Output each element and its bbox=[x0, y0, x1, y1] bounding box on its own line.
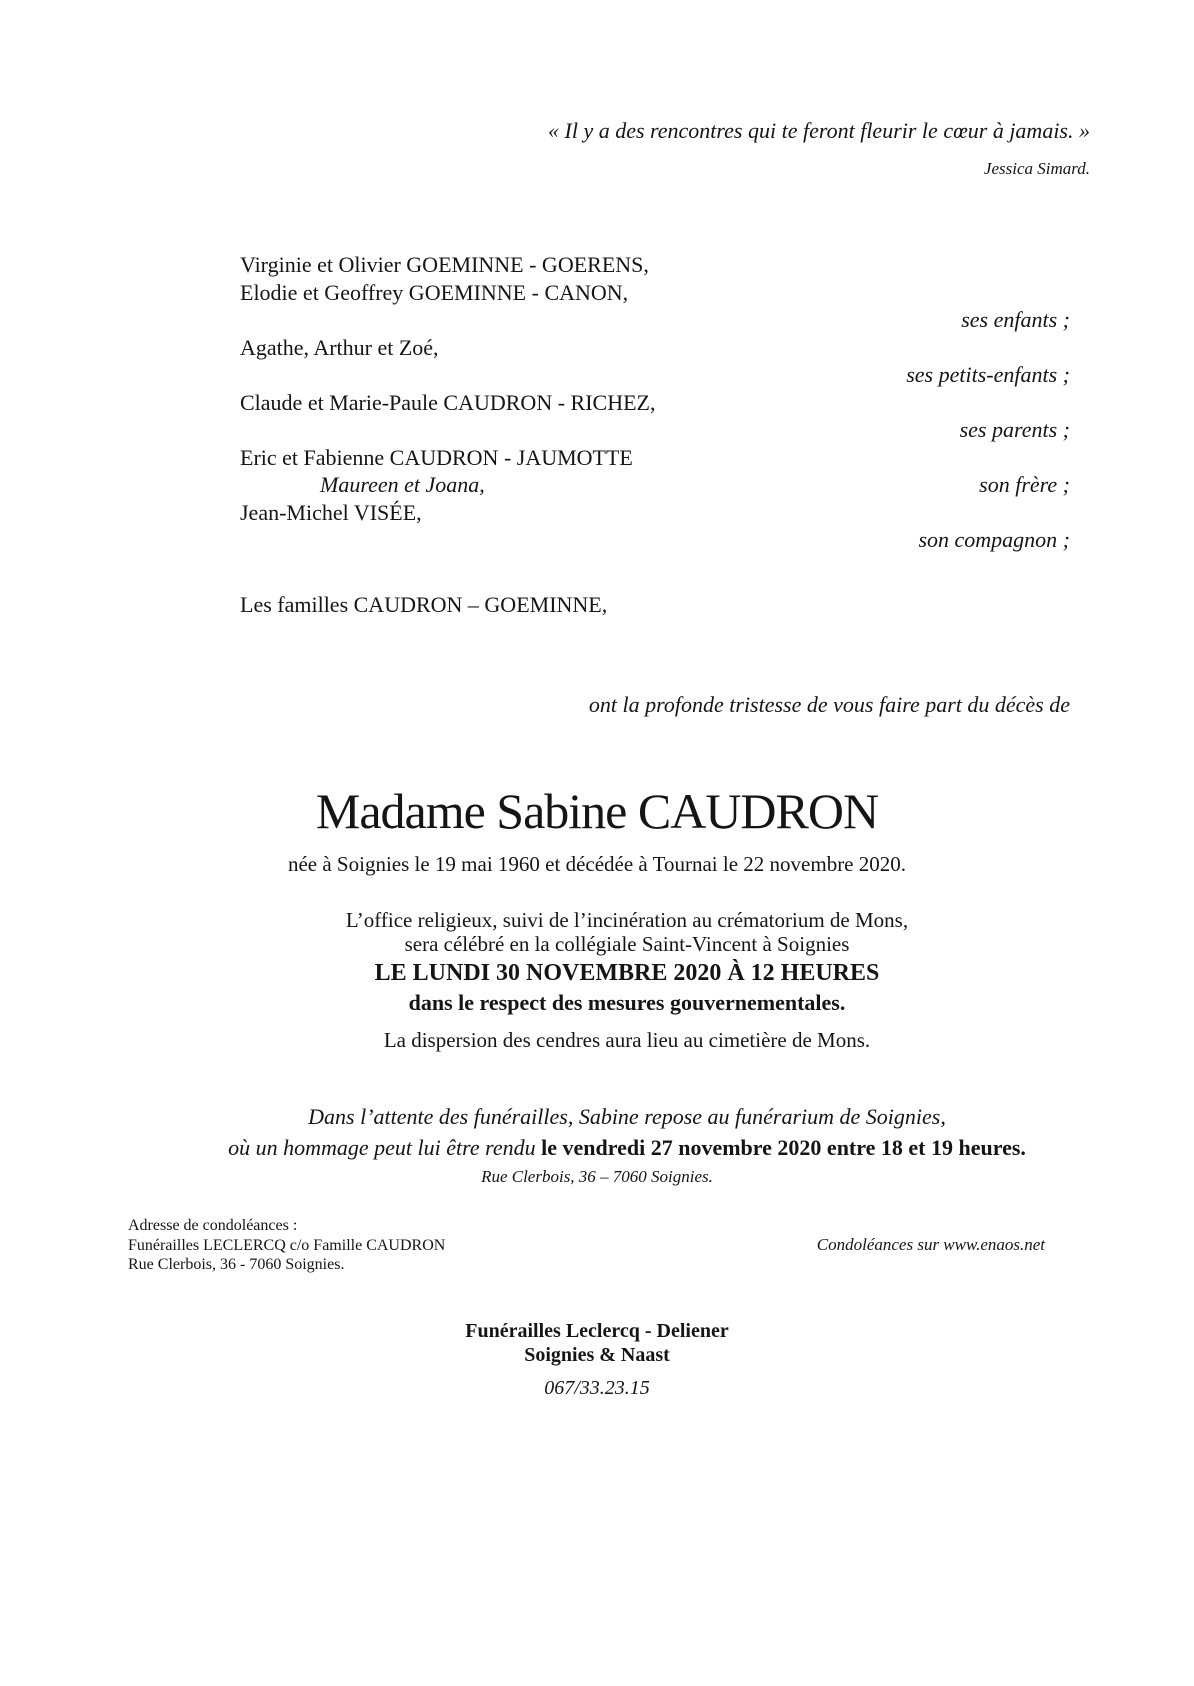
ceremony-measures-line: dans le respect des mesures gouvernementales. bbox=[408, 990, 846, 1015]
family-role-line: son compagnon ; bbox=[918, 527, 1070, 552]
visitation-line-2-bold: le vendredi 27 novembre 2020 entre 18 et 19 heures. bbox=[541, 1135, 1026, 1160]
quote-text: « Il y a des rencontres qui te feront fleurir le cœur à jamais. » bbox=[548, 118, 1090, 143]
funeral-home-phone: 067/33.23.15 bbox=[544, 1377, 650, 1399]
family-name-line: Elodie et Geoffrey GOEMINNE - CANON, bbox=[240, 279, 629, 305]
quote-block bbox=[548, 118, 1090, 179]
visitation-address: Rue Clerbois, 36 – 7060 Soignies. bbox=[481, 1167, 713, 1186]
announcement-intro: ont la profonde tristesse de vous faire part du décès de bbox=[588, 692, 1070, 717]
ceremony-date-line: LE LUNDI 30 NOVEMBRE 2020 À 12 HEURES bbox=[374, 960, 880, 986]
birth-death-line: née à Soignies le 19 mai 1960 et décédée à Tournai le 22 novembre 2020. bbox=[287, 852, 907, 876]
ashes-dispersion-line: La dispersion des cendres aura lieu au cimetière de Mons. bbox=[383, 1028, 871, 1052]
family-role-line: ses enfants ; bbox=[961, 307, 1070, 332]
family-name-line: Virginie et Olivier GOEMINNE - GOERENS, bbox=[240, 252, 649, 277]
family-name-role-line bbox=[240, 471, 1070, 499]
family-name-line: Eric et Fabienne CAUDRON - JAUMOTTE bbox=[240, 444, 633, 470]
family-role-line: ses parents ; bbox=[959, 417, 1070, 442]
family-role-line: ses petits-enfants ; bbox=[906, 362, 1070, 387]
condolences-address-block bbox=[128, 1216, 445, 1275]
family-name-line: Agathe, Arthur et Zoé, bbox=[240, 334, 439, 360]
condolences-online: Condoléances sur www.enaos.net bbox=[816, 1235, 1045, 1254]
family-list bbox=[240, 251, 1070, 618]
quote-author: Jessica Simard. bbox=[983, 159, 1090, 178]
families-line: Les familles CAUDRON – GOEMINNE, bbox=[240, 591, 608, 617]
condolences-label: Adresse de condoléances : bbox=[128, 1217, 298, 1234]
family-name-line: Claude et Marie-Paule CAUDRON - RICHEZ, bbox=[240, 389, 656, 415]
condolences-line-2: Rue Clerbois, 36 - 7060 Soignies. bbox=[128, 1256, 345, 1273]
visitation-line-2-italic: où un hommage peut lui être rendu bbox=[228, 1135, 542, 1160]
ceremony-line-1: L’office religieux, suivi de l’incinération au crématorium de Mons, bbox=[345, 908, 909, 932]
deceased-name: Madame Sabine CAUDRON bbox=[315, 783, 879, 839]
family-name-indented: Maureen et Joana, bbox=[320, 472, 485, 497]
funeral-home-name: Funérailles Leclercq - Deliener bbox=[465, 1320, 729, 1342]
family-name-line: Jean-Michel VISÉE, bbox=[240, 499, 422, 525]
family-role-inline: son frère ; bbox=[979, 472, 1070, 497]
ceremony-line-2: sera célébré en la collégiale Saint-Vincent à Soignies bbox=[404, 932, 850, 956]
visitation-line-1: Dans l’attente des funérailles, Sabine repose au funérarium de Soignies, bbox=[308, 1104, 946, 1129]
condolences-line-1: Funérailles LECLERCQ c/o Famille CAUDRON bbox=[128, 1236, 446, 1254]
visitation-line-2 bbox=[0, 1135, 1194, 1161]
funeral-home-locations: Soignies & Naast bbox=[524, 1344, 670, 1366]
